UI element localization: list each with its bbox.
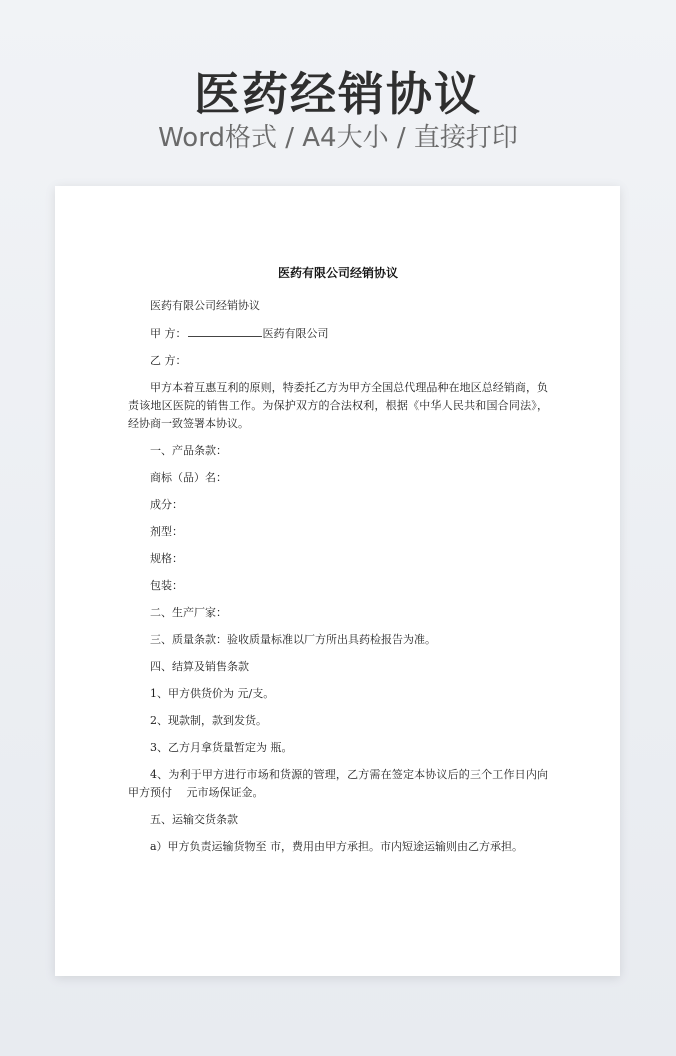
doc-line-party-a: [128, 324, 548, 343]
party-a-blank: [188, 324, 262, 337]
party-a-suffix: 医药有限公司: [262, 327, 329, 340]
doc-section-3: 三、质量条款：验收质量标准以厂方所出具药检报告为准。: [150, 633, 436, 646]
doc-line-party-b: 乙 方：: [150, 354, 187, 367]
doc-form-line: 剂型：: [150, 525, 183, 538]
doc-section-5: 五、运输交货条款: [150, 813, 238, 826]
document-body: [128, 266, 548, 865]
doc-intro-paragraph: 甲方本着互惠互利的原则，特委托乙方为甲方全国总代理品种在地区总经销商，负责该地区医院的销售工作。为保护双方的合法权利，根据《中华人民共和国合同法》，经协商一致签署本协议。: [128, 381, 548, 430]
doc-item-5-a: a）甲方负责运输货物至 市，费用由甲方承担。市内短途运输则由乙方承担。: [150, 840, 524, 853]
doc-pack-line: 包装：: [150, 579, 183, 592]
doc-section-1: 一、产品条款：: [150, 444, 227, 457]
document-page: [55, 186, 620, 976]
doc-section-4: 四、结算及销售条款: [150, 660, 249, 673]
doc-item-4-1: 1、甲方供货价为 元/支。: [150, 687, 275, 700]
banner-title: 医药经销协议: [194, 67, 482, 121]
banner-subtitle: Word格式 / A4大小 / 直接打印: [158, 123, 518, 153]
doc-spec-line: 规格：: [150, 552, 183, 565]
doc-line-heading: 医药有限公司经销协议: [150, 299, 260, 312]
doc-ingredient-line: 成分：: [150, 498, 183, 511]
party-a-label: 甲 方：: [150, 327, 187, 340]
doc-item-4-2: 2、现款制，款到发货。: [150, 714, 267, 727]
doc-item-4-3: 3、乙方月拿货量暂定为 瓶。: [150, 741, 293, 754]
document-title: 医药有限公司经销协议: [277, 266, 398, 280]
doc-item-4-4: 4、为利于甲方进行市场和货源的管理，乙方需在签定本协议后的三个工作日内向甲方预付 元市场保证金。: [128, 768, 548, 799]
doc-section-2: 二、生产厂家：: [150, 606, 227, 619]
doc-brand-line: 商标（品）名：: [150, 471, 227, 484]
